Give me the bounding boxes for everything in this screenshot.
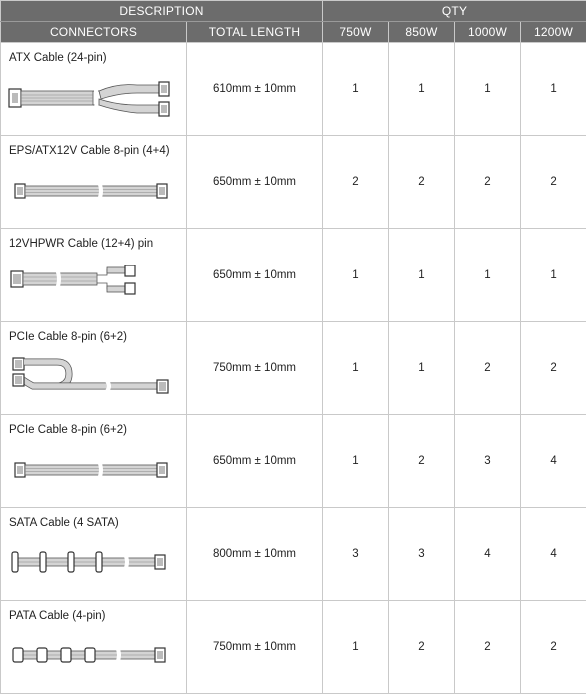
qty-1200w: 2 — [521, 136, 586, 229]
eps-8pin-cable-icon — [7, 172, 177, 212]
connector-name: EPS/ATX12V Cable 8-pin (4+4) — [9, 145, 170, 157]
length-cell: 650mm ± 10mm — [187, 136, 323, 229]
qty-1000w: 1 — [455, 229, 521, 322]
connector-cell — [1, 136, 187, 229]
model-1200w-header: 1200W — [521, 22, 586, 43]
connector-name: PCIe Cable 8-pin (6+2) — [9, 424, 127, 436]
qty-850w: 2 — [389, 601, 455, 694]
length-cell: 650mm ± 10mm — [187, 415, 323, 508]
qty-850w: 1 — [389, 322, 455, 415]
connector-cell — [1, 415, 187, 508]
model-850w-header: 850W — [389, 22, 455, 43]
table-row — [1, 508, 586, 601]
qty-1000w: 1 — [455, 43, 521, 136]
12vhpwr-cable-icon — [7, 265, 177, 305]
qty-1000w: 3 — [455, 415, 521, 508]
table-row — [1, 415, 586, 508]
sata-cable-icon — [7, 544, 177, 584]
length-cell: 800mm ± 10mm — [187, 508, 323, 601]
pcie-8pin-cable-icon — [7, 451, 177, 491]
qty-750w: 1 — [323, 43, 389, 136]
qty-850w: 1 — [389, 229, 455, 322]
connector-name: ATX Cable (24-pin) — [9, 52, 107, 64]
length-cell: 750mm ± 10mm — [187, 322, 323, 415]
length-cell: 750mm ± 10mm — [187, 601, 323, 694]
qty-1200w: 2 — [521, 601, 586, 694]
connector-name: PCIe Cable 8-pin (6+2) — [9, 331, 127, 343]
table-row — [1, 601, 586, 694]
qty-1200w: 4 — [521, 508, 586, 601]
connector-name: PATA Cable (4-pin) — [9, 610, 106, 622]
table-row — [1, 229, 586, 322]
connector-cell — [1, 508, 187, 601]
qty-750w: 1 — [323, 415, 389, 508]
connector-cell — [1, 322, 187, 415]
table-row — [1, 43, 586, 136]
total-length-header: TOTAL LENGTH — [187, 22, 323, 43]
pcie-8pin-pigtail-cable-icon — [7, 354, 177, 400]
connector-cell — [1, 601, 187, 694]
qty-750w: 3 — [323, 508, 389, 601]
qty-1200w: 1 — [521, 229, 586, 322]
description-header: DESCRIPTION — [1, 1, 323, 22]
qty-1200w: 1 — [521, 43, 586, 136]
qty-1000w: 2 — [455, 322, 521, 415]
model-750w-header: 750W — [323, 22, 389, 43]
qty-750w: 1 — [323, 601, 389, 694]
length-cell: 610mm ± 10mm — [187, 43, 323, 136]
qty-850w: 3 — [389, 508, 455, 601]
qty-750w: 2 — [323, 136, 389, 229]
table-row — [1, 136, 586, 229]
connector-cell — [1, 43, 187, 136]
qty-1000w: 2 — [455, 136, 521, 229]
qty-1000w: 4 — [455, 508, 521, 601]
qty-850w: 1 — [389, 43, 455, 136]
model-1000w-header: 1000W — [455, 22, 521, 43]
length-cell: 650mm ± 10mm — [187, 229, 323, 322]
qty-header: QTY — [323, 1, 586, 22]
pata-cable-icon — [7, 637, 177, 677]
connector-name: 12VHPWR Cable (12+4) pin — [9, 238, 154, 250]
qty-1200w: 4 — [521, 415, 586, 508]
qty-750w: 1 — [323, 229, 389, 322]
connector-cell — [1, 229, 187, 322]
qty-850w: 2 — [389, 136, 455, 229]
table-row — [1, 322, 586, 415]
connectors-header: CONNECTORS — [1, 22, 187, 43]
qty-1200w: 2 — [521, 322, 586, 415]
connector-name: SATA Cable (4 SATA) — [9, 517, 119, 529]
qty-750w: 1 — [323, 322, 389, 415]
atx-24pin-cable-icon — [7, 79, 177, 119]
qty-1000w: 2 — [455, 601, 521, 694]
qty-850w: 2 — [389, 415, 455, 508]
